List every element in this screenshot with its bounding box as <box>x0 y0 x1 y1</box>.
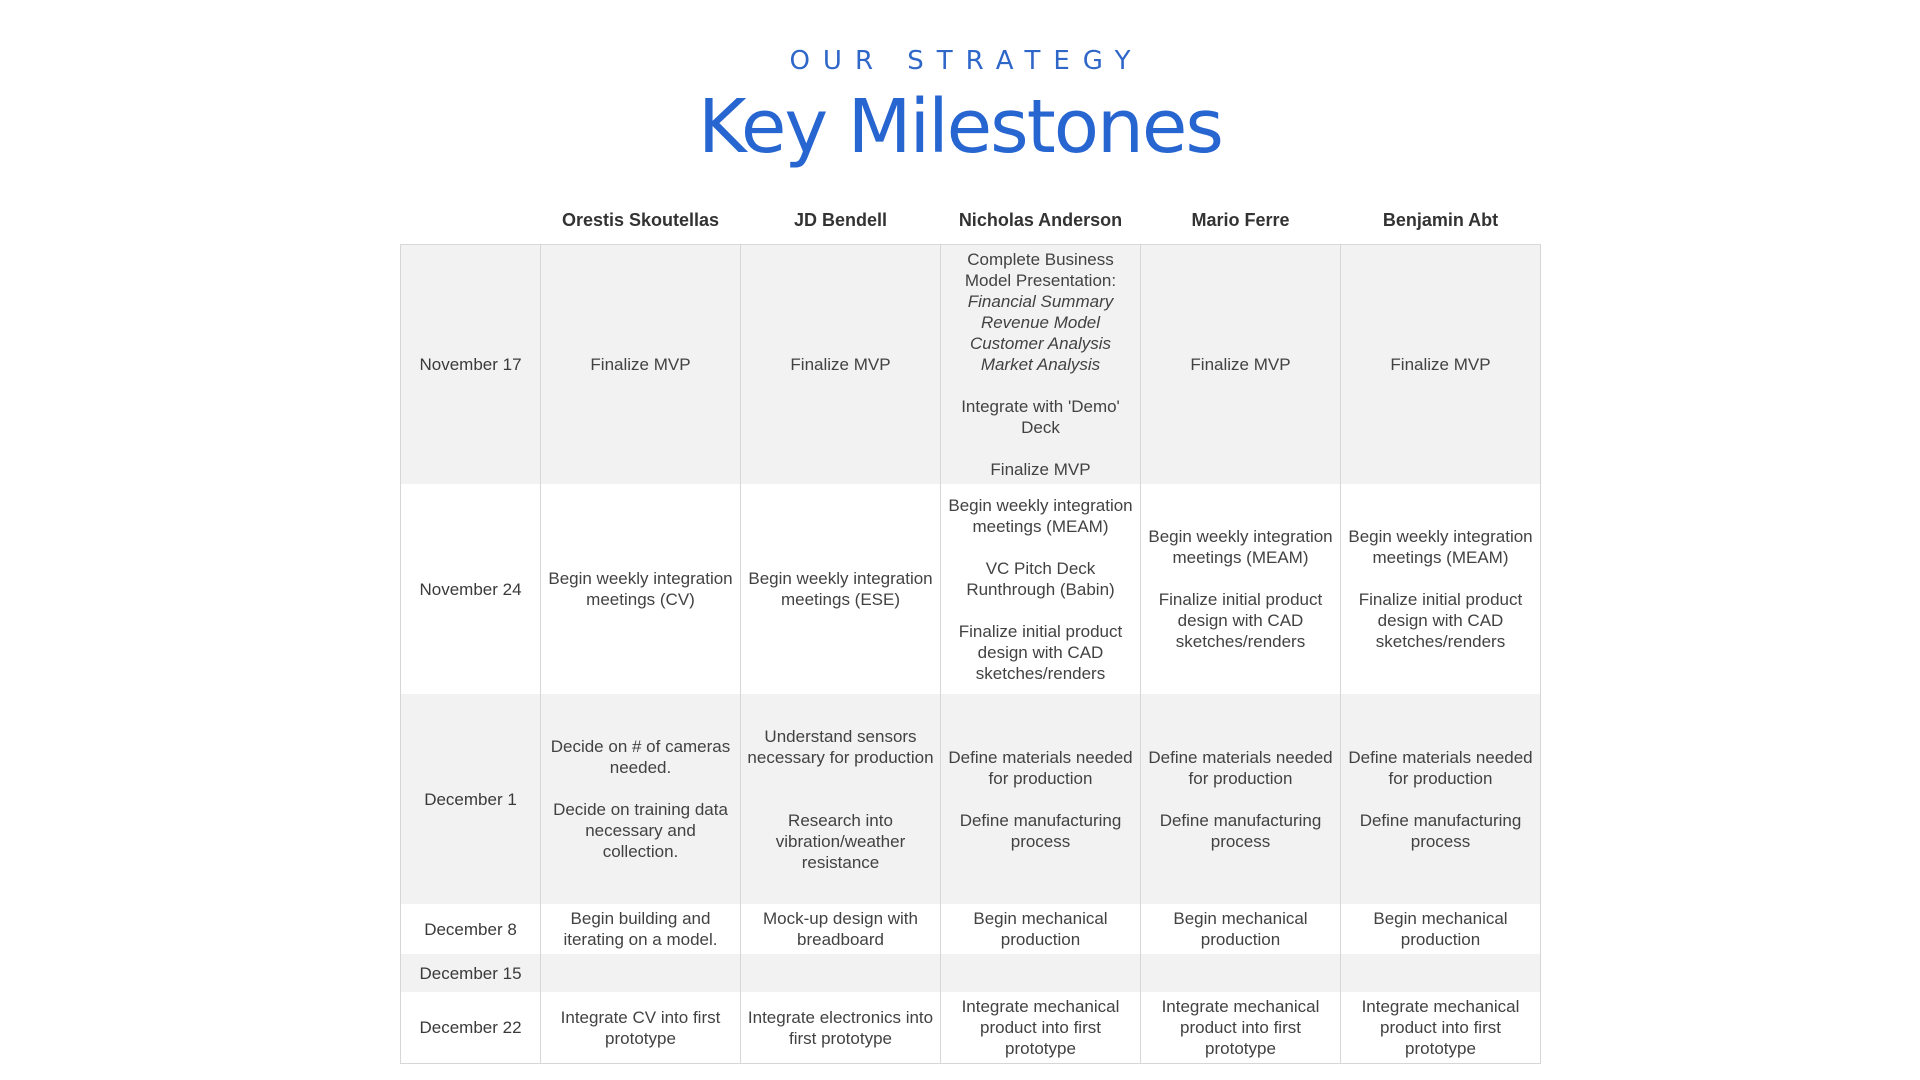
column-header: Nicholas Anderson <box>941 196 1141 245</box>
table-row <box>401 954 1541 992</box>
line-gap <box>747 789 934 810</box>
milestone-text: Begin weekly integration meetings (ESE) <box>748 569 933 609</box>
milestone-cell <box>1141 484 1341 694</box>
milestone-text: Begin weekly integration meetings (CV) <box>548 569 733 609</box>
milestone-text: Define manufacturing process <box>1359 810 1522 851</box>
milestone-text: Market Analysis <box>980 355 1101 374</box>
milestone-text: Revenue Model <box>980 313 1101 332</box>
milestone-cell <box>541 992 741 1064</box>
milestone-text: Begin mechanical production <box>1373 909 1508 949</box>
milestone-cell <box>1141 245 1341 485</box>
line-gap <box>1147 789 1334 810</box>
milestone-cell <box>1341 694 1541 904</box>
header-row <box>401 196 1541 245</box>
milestone-text: Begin weekly integration meetings (MEAM) <box>1348 527 1533 567</box>
column-header: Orestis Skoutellas <box>541 196 741 245</box>
table-row <box>401 992 1541 1064</box>
table-row <box>401 484 1541 694</box>
page-title: Key Milestones <box>697 84 1222 170</box>
milestone-cell <box>1141 992 1341 1064</box>
milestone-text: Decide on # of cameras needed. <box>550 737 731 777</box>
milestone-text: Define materials needed for production <box>948 747 1133 788</box>
milestone-cell <box>741 954 941 992</box>
row-date: December 15 <box>401 954 541 992</box>
milestone-text: Understand sensors necessary for production <box>747 726 934 767</box>
milestone-text: Finalize MVP <box>1390 355 1491 374</box>
line-gap <box>947 537 1134 558</box>
column-header: Mario Ferre <box>1141 196 1341 245</box>
milestone-cell <box>1341 484 1541 694</box>
line-gap <box>947 438 1134 459</box>
line-gap <box>1347 568 1534 589</box>
milestone-cell <box>941 992 1141 1064</box>
corner-header <box>401 196 541 245</box>
milestone-text: Integrate mechanical product into first prototype <box>961 997 1120 1058</box>
milestone-cell <box>741 484 941 694</box>
milestone-text: Define materials needed for production <box>1148 747 1333 788</box>
milestones-table <box>400 196 1541 1064</box>
row-date: December 1 <box>401 694 541 904</box>
milestone-text: Decide on training data necessary and collection. <box>553 800 728 861</box>
milestone-text: Define manufacturing process <box>959 810 1122 851</box>
line-gap <box>1147 568 1334 589</box>
milestone-cell <box>741 904 941 954</box>
milestone-cell <box>741 694 941 904</box>
line-gap <box>547 778 734 799</box>
milestone-cell <box>1141 694 1341 904</box>
milestone-cell <box>1341 992 1541 1064</box>
milestone-text: Begin building and iterating on a model. <box>563 909 718 949</box>
milestone-text: Integrate mechanical product into first prototype <box>1161 997 1320 1058</box>
row-date: December 22 <box>401 992 541 1064</box>
milestone-cell <box>941 694 1141 904</box>
milestone-text: Finalize MVP <box>590 355 691 374</box>
milestone-cell <box>541 694 741 904</box>
milestone-text: Integrate CV into first prototype <box>560 1007 721 1048</box>
milestone-text: VC Pitch Deck Runthrough (Babin) <box>966 558 1115 599</box>
line-gap <box>747 768 934 789</box>
row-date: November 17 <box>401 245 541 485</box>
milestone-text: Begin mechanical production <box>1173 909 1308 949</box>
table-row <box>401 245 1541 485</box>
eyebrow-label: OUR STRATEGY <box>789 46 1144 76</box>
table-row <box>401 904 1541 954</box>
column-header: Benjamin Abt <box>1341 196 1541 245</box>
milestones-body <box>401 245 1541 1064</box>
line-gap <box>1347 789 1534 810</box>
milestone-cell <box>941 904 1141 954</box>
milestone-cell <box>1141 954 1341 992</box>
milestone-text: Finalize MVP <box>990 460 1091 479</box>
milestone-cell <box>541 904 741 954</box>
milestone-cell <box>741 245 941 485</box>
line-gap <box>947 600 1134 621</box>
milestone-cell <box>1141 904 1341 954</box>
milestone-cell <box>541 245 741 485</box>
milestone-cell <box>1341 954 1541 992</box>
milestone-text: Begin mechanical production <box>973 909 1108 949</box>
line-gap <box>947 789 1134 810</box>
milestone-cell <box>541 954 741 992</box>
milestone-text: Finalize initial product design with CAD sketches/renders <box>1358 590 1523 651</box>
row-date: December 8 <box>401 904 541 954</box>
milestone-text: Integrate mechanical product into first prototype <box>1361 997 1520 1058</box>
milestone-cell <box>741 992 941 1064</box>
milestone-cell <box>941 484 1141 694</box>
row-date: November 24 <box>401 484 541 694</box>
milestone-text: Define manufacturing process <box>1159 810 1322 851</box>
milestone-text: Customer Analysis <box>969 334 1112 353</box>
milestone-text: Complete Business Model Presentation: <box>964 250 1117 290</box>
table-row <box>401 694 1541 904</box>
milestone-text: Financial Summary <box>967 292 1114 311</box>
milestone-text: Integrate electronics into first prototype <box>747 1007 934 1048</box>
line-gap <box>947 375 1134 396</box>
milestone-text: Research into vibration/weather resistance <box>775 810 906 872</box>
milestone-cell <box>541 484 741 694</box>
column-header: JD Bendell <box>741 196 941 245</box>
milestone-text: Finalize initial product design with CAD sketches/renders <box>1158 590 1323 651</box>
milestone-text: Finalize initial product design with CAD sketches/renders <box>958 621 1123 683</box>
milestone-cell <box>941 245 1141 485</box>
milestone-text: Begin weekly integration meetings (MEAM) <box>1148 527 1333 567</box>
milestone-text: Mock-up design with breadboard <box>763 909 918 949</box>
milestone-text: Finalize MVP <box>1190 355 1291 374</box>
milestone-text: Begin weekly integration meetings (MEAM) <box>948 495 1133 536</box>
milestone-cell <box>1341 904 1541 954</box>
milestone-text: Finalize MVP <box>790 355 891 374</box>
milestone-text: Integrate with 'Demo' Deck <box>961 397 1120 437</box>
milestone-text: Define materials needed for production <box>1348 747 1533 788</box>
milestone-cell <box>941 954 1141 992</box>
milestone-cell <box>1341 245 1541 485</box>
